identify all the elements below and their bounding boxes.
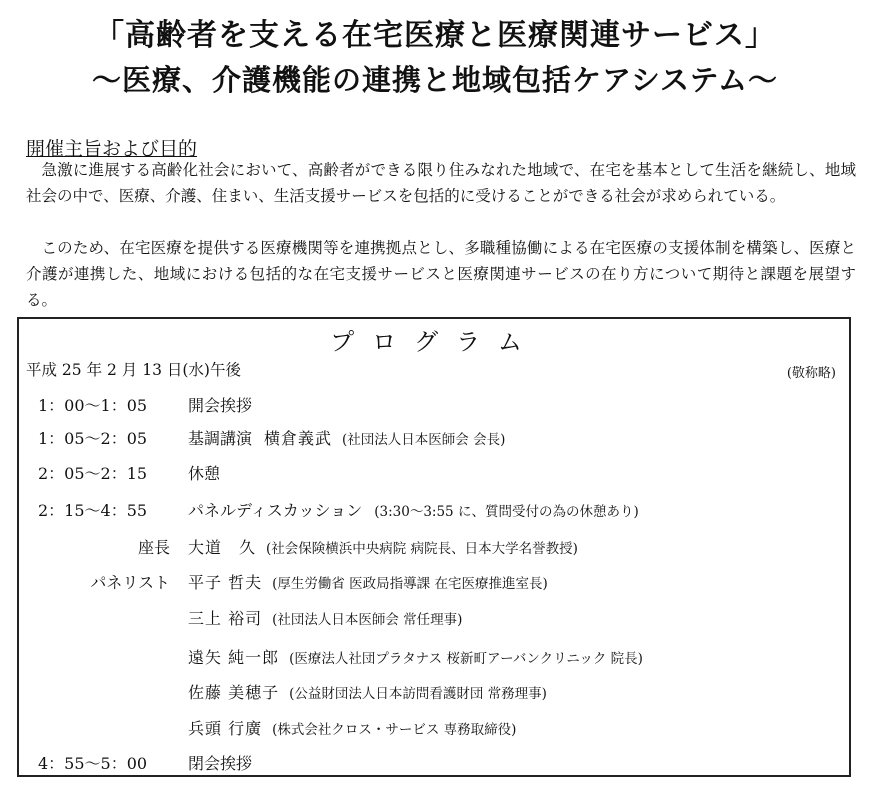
schedule-content: [188, 716, 516, 739]
schedule-content: [188, 751, 264, 774]
schedule-row: [0, 716, 870, 746]
schedule-label: 閉会挨拶: [188, 754, 253, 773]
schedule-content: [188, 393, 264, 416]
schedule-time: 2：05～2：15: [38, 464, 148, 483]
schedule-time: 4：55～5：00: [38, 754, 148, 773]
purpose-heading: 開催主旨および目的: [26, 138, 198, 160]
schedule-label: 開会挨拶: [188, 396, 253, 415]
speaker-affiliation: (株式会社クロス・サービス 専務取締役): [272, 722, 517, 738]
schedule-time: 1：00～1：05: [38, 396, 148, 415]
speaker-affiliation: (医療法人社団プラタナス 桜新町アーバンクリニック 院長): [289, 651, 643, 667]
schedule-row: [0, 535, 870, 565]
schedule-content: [188, 461, 232, 484]
schedule-content: [188, 426, 505, 449]
schedule-row: [0, 498, 870, 528]
speaker-affiliation: (社会保険横浜中央病院 病院長、日本大学名誉教授): [266, 541, 578, 557]
honorific-note: (敬称略): [786, 366, 836, 381]
schedule-content: [188, 645, 643, 668]
speaker-name: 横倉義武: [264, 429, 333, 448]
schedule-label: パネルディスカッション: [188, 501, 363, 520]
event-title: 「高齢者を支える在宅医療と医療関連サービス」: [94, 18, 776, 53]
schedule-row: [0, 751, 870, 781]
schedule-row: [0, 570, 870, 600]
speaker-affiliation: (3:30～3:55 に、質問受付の為の休憩あり): [374, 504, 639, 520]
schedule-time: 2：15～4：55: [38, 501, 148, 520]
schedule-row: [0, 393, 870, 423]
schedule-content: [188, 606, 462, 629]
speaker-name: 遠矢 純一郎: [188, 648, 280, 667]
schedule-row: [0, 606, 870, 636]
schedule-content: [188, 680, 547, 703]
schedule-row: [0, 426, 870, 456]
schedule-content: [188, 498, 639, 521]
schedule-row: [0, 645, 870, 675]
purpose-paragraph-1: 急激に進展する高齢化社会において、高齢者ができる限り住みなれた地域で、在宅を基本として生活を継続し、地域社会の中で、医療、介護、住まい、生活支援サービスを包括的に受けることができる社会が求められている。: [26, 161, 856, 205]
program-title: プログラム: [330, 328, 540, 356]
schedule-row: [0, 461, 870, 491]
speaker-name: 大道 久: [188, 538, 257, 557]
schedule-row: [0, 680, 870, 710]
speaker-name: 佐藤 美穂子: [188, 683, 280, 702]
speaker-affiliation: (社団法人日本医師会 会長): [342, 432, 506, 448]
schedule-role: 座長: [137, 538, 170, 557]
schedule-label: 基調講演: [188, 429, 253, 448]
program-date: 平成 25 年 2 月 13 日(水)午後: [26, 361, 241, 379]
schedule-content: [188, 570, 548, 593]
schedule-content: [188, 535, 578, 558]
speaker-name: 兵頭 行廣: [188, 719, 263, 738]
schedule-role: パネリスト: [90, 573, 170, 592]
speaker-name: 平子 哲夫: [188, 573, 263, 592]
speaker-affiliation: (公益財団法人日本訪問看護財団 常務理事): [289, 686, 547, 702]
purpose-paragraph-2: このため、在宅医療を提供する医療機関等を連携拠点とし、多職種協働による在宅医療の支援体制を構築し、医療と介護が連携した、地域における包括的な在宅支援サービスと医療関連サービスの在り方について期待と課題を展望する。: [26, 239, 856, 309]
speaker-name: 三上 裕司: [188, 609, 263, 628]
event-subtitle: ～医療、介護機能の連携と地域包括ケアシステム～: [92, 63, 778, 97]
speaker-affiliation: (社団法人日本医師会 常任理事): [272, 612, 463, 628]
schedule-label: 休憩: [188, 464, 221, 483]
speaker-affiliation: (厚生労働省 医政局指導課 在宅医療推進室長): [272, 576, 548, 592]
schedule-time: 1：05～2：05: [38, 429, 148, 448]
